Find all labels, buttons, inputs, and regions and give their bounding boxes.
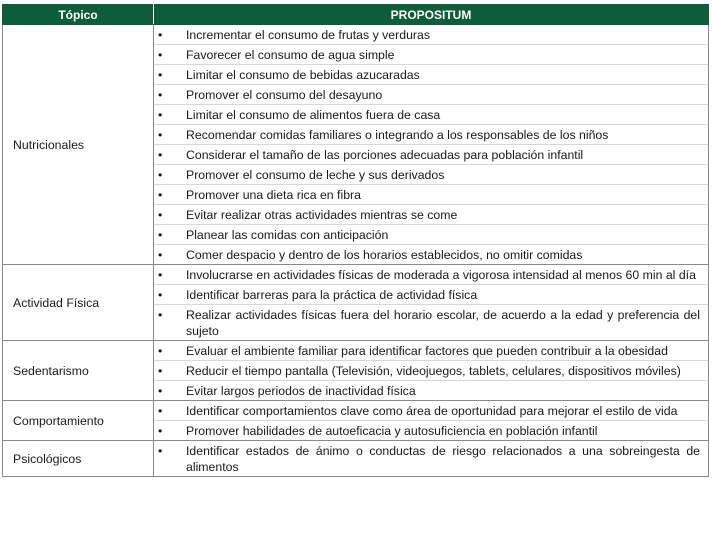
list-item <box>154 265 708 284</box>
list-item <box>154 84 708 104</box>
item-text: Recomendar comidas familiares o integrando a los responsables de los niños <box>186 128 609 142</box>
bullet-icon: • <box>158 228 163 242</box>
header-topic: Tópico <box>3 5 154 25</box>
item-text: Reducir el tiempo pantalla (Televisión, videojuegos, tablets, celulares, dispositivos móviles) <box>186 364 681 378</box>
list-item <box>154 25 708 44</box>
item-text: Limitar el consumo de alimentos fuera de casa <box>186 108 441 122</box>
item-text: Limitar el consumo de bebidas azucaradas <box>186 68 420 82</box>
items-list <box>154 401 708 440</box>
list-item <box>154 360 708 380</box>
items-list <box>154 265 708 340</box>
item-text: Involucrarse en actividades físicas de moderada a vigorosa intensidad al menos 60 min al día <box>186 268 696 282</box>
table-row <box>3 265 709 341</box>
bullet-icon: • <box>158 188 163 202</box>
item-text: Incrementar el consumo de frutas y verduras <box>186 28 430 42</box>
list-item <box>154 184 708 204</box>
bullet-icon: • <box>158 88 163 102</box>
bullet-icon: • <box>158 48 163 62</box>
bullet-icon: • <box>158 288 163 302</box>
item-text: Identificar comportamientos clave como área de oportunidad para mejorar el estilo de vida <box>186 404 678 418</box>
list-item <box>154 304 708 340</box>
list-item <box>154 341 708 360</box>
item-text: Comer despacio y dentro de los horarios establecidos, no omitir comidas <box>186 248 583 262</box>
recommendations-table-container <box>2 4 708 477</box>
recommendations-table <box>2 4 709 477</box>
table-header-row <box>3 5 709 25</box>
item-text: Promover el consumo del desayuno <box>186 88 383 102</box>
item-text: Evaluar el ambiente familiar para identificar factores que pueden contribuir a la obesidad <box>186 344 668 358</box>
list-item <box>154 124 708 144</box>
item-text: Evitar realizar otras actividades mientras se come <box>186 208 458 222</box>
list-item <box>154 441 708 476</box>
items-list <box>154 441 708 476</box>
item-text: Favorecer el consumo de agua simple <box>186 48 395 62</box>
table-row <box>3 401 709 441</box>
item-text: Identificar barreras para la práctica de actividad física <box>186 288 478 302</box>
topic-cell: Comportamiento <box>3 401 154 441</box>
bullet-icon: • <box>158 444 163 458</box>
bullet-icon: • <box>158 68 163 82</box>
list-item <box>154 380 708 400</box>
list-item <box>154 224 708 244</box>
items-cell <box>154 441 709 477</box>
items-cell <box>154 265 709 341</box>
item-text: Promover habilidades de autoeficacia y autosuficiencia en población infantil <box>186 424 598 438</box>
items-cell <box>154 401 709 441</box>
item-text: Promover una dieta rica en fibra <box>186 188 361 202</box>
topic-cell: Psicológicos <box>3 441 154 477</box>
list-item <box>154 44 708 64</box>
header-propositum: PROPOSITUM <box>154 5 709 25</box>
list-item <box>154 420 708 440</box>
bullet-icon: • <box>158 344 163 358</box>
table-row <box>3 25 709 265</box>
bullet-icon: • <box>158 148 163 162</box>
list-item <box>154 284 708 304</box>
item-text: Identificar estados de ánimo o conductas de riesgo relacionados a una sobreingesta de alimentos <box>186 444 700 474</box>
bullet-icon: • <box>158 404 163 418</box>
items-list <box>154 341 708 400</box>
item-text: Considerar el tamaño de las porciones adecuadas para población infantil <box>186 148 584 162</box>
topic-cell: Sedentarismo <box>3 341 154 401</box>
bullet-icon: • <box>158 28 163 42</box>
list-item <box>154 204 708 224</box>
bullet-icon: • <box>158 308 163 322</box>
item-text: Evitar largos periodos de inactividad física <box>186 384 416 398</box>
bullet-icon: • <box>158 364 163 378</box>
table-body <box>3 25 709 477</box>
table-row <box>3 341 709 401</box>
table-row <box>3 441 709 477</box>
items-cell <box>154 341 709 401</box>
items-cell <box>154 25 709 265</box>
bullet-icon: • <box>158 168 163 182</box>
list-item <box>154 164 708 184</box>
item-text: Planear las comidas con anticipación <box>186 228 389 242</box>
bullet-icon: • <box>158 248 163 262</box>
list-item <box>154 244 708 264</box>
list-item <box>154 144 708 164</box>
bullet-icon: • <box>158 208 163 222</box>
bullet-icon: • <box>158 108 163 122</box>
bullet-icon: • <box>158 424 163 438</box>
item-text: Realizar actividades físicas fuera del horario escolar, de acuerdo a la edad y preferencia del sujeto <box>186 308 700 338</box>
list-item <box>154 401 708 420</box>
list-item <box>154 104 708 124</box>
list-item <box>154 64 708 84</box>
topic-cell: Nutricionales <box>3 25 154 265</box>
item-text: Promover el consumo de leche y sus derivados <box>186 168 445 182</box>
topic-cell: Actividad Física <box>3 265 154 341</box>
bullet-icon: • <box>158 268 163 282</box>
bullet-icon: • <box>158 384 163 398</box>
items-list <box>154 25 708 264</box>
bullet-icon: • <box>158 128 163 142</box>
